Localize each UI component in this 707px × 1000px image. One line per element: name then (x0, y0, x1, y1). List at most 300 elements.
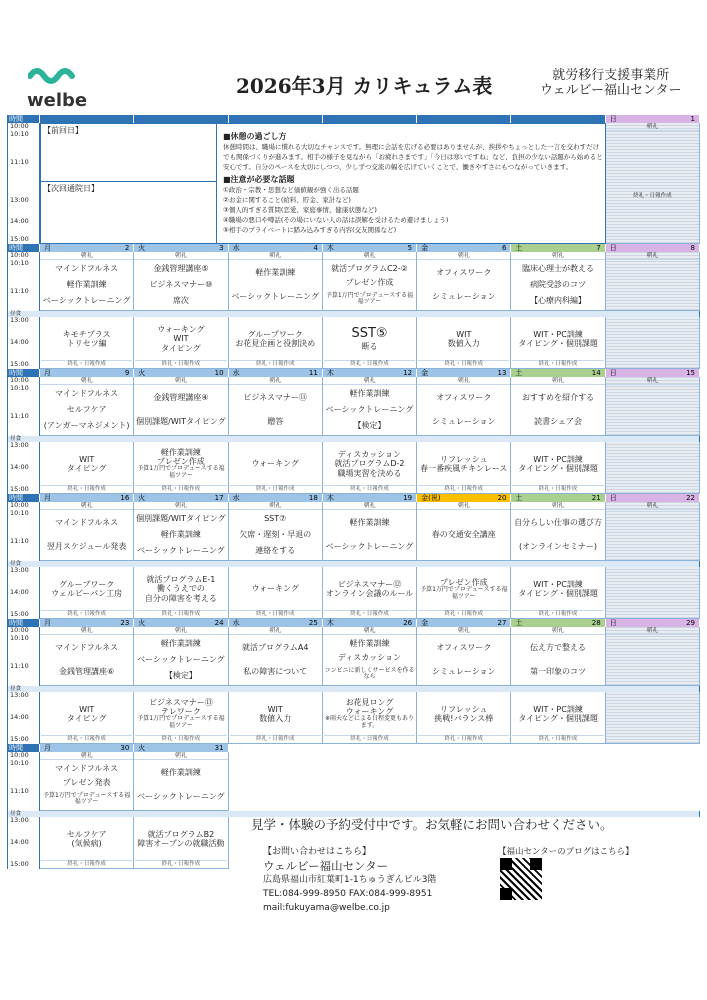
day-name: 火 (138, 369, 146, 377)
am-cell (134, 252, 228, 311)
am-cell (606, 502, 700, 561)
day-date: 29 (686, 619, 695, 627)
day-date: 10 (214, 369, 224, 377)
pm-program (135, 568, 226, 610)
pm-program (607, 693, 698, 742)
time-label: 時間 (7, 619, 40, 627)
am-program (323, 510, 416, 560)
day-header (511, 494, 605, 502)
cell-text: グループワーク (247, 329, 303, 339)
morning-meeting: 朝礼 (417, 377, 510, 385)
empty-cell (229, 744, 323, 752)
day-name: 月 (44, 494, 51, 502)
morning-meeting: 朝礼 (134, 502, 227, 510)
morning-meeting: 朝礼 (606, 377, 699, 385)
am-cell (134, 377, 228, 436)
cell-text: 数値入力 (447, 339, 480, 348)
am-cell (511, 502, 605, 561)
week-header-row (7, 494, 700, 502)
am-program (134, 760, 227, 810)
day-date: 17 (214, 494, 224, 502)
day-header (134, 244, 228, 252)
am-row (7, 752, 700, 811)
am-program (606, 635, 699, 685)
pm-cell (323, 692, 417, 744)
blog-link[interactable]: 【福山センターのブログはこちら】 (498, 847, 634, 857)
day-header (40, 744, 134, 752)
pm-program (135, 693, 226, 735)
am-row (7, 502, 700, 561)
pm-program (41, 818, 132, 860)
day-date: 5 (407, 244, 413, 252)
qr-code-icon[interactable] (500, 858, 542, 900)
lunch-row: 昼食 (7, 686, 700, 692)
cell-text: ウォーキング (251, 584, 299, 594)
morning-meeting: 朝礼 (606, 502, 699, 510)
cell-text: タイピング (161, 343, 201, 353)
day-header (229, 619, 323, 627)
day-date: 16 (120, 494, 130, 502)
day-name: 水 (232, 494, 240, 502)
am-program (606, 510, 699, 560)
cell-text: WIT・PC訓練 (533, 454, 583, 464)
cell-text: ベーシックトレーニング (325, 542, 414, 552)
cell-text: リフレッシュ (440, 454, 488, 464)
day-name: 水 (232, 369, 240, 377)
cell-text: ベーシックトレーニング (231, 292, 319, 302)
time-column (7, 502, 40, 561)
pm-cell (134, 442, 228, 494)
lunch-row: 昼食 (7, 436, 700, 442)
time-column (7, 317, 40, 369)
cell-text: ビジネスマナー⑩ (149, 280, 213, 290)
am-cell (229, 252, 323, 311)
empty-cell (323, 744, 417, 752)
day-header (229, 494, 323, 502)
morning-meeting: 朝礼 (323, 252, 416, 260)
closing-report: 終礼・日報作成 (324, 610, 415, 617)
day-name: 日 (609, 619, 617, 627)
closing-report: 終礼・日報作成 (41, 735, 132, 742)
am-program (511, 385, 604, 435)
day-date: 2 (124, 244, 130, 252)
day-header (40, 619, 134, 627)
pm-program (41, 318, 132, 360)
pm-program (418, 568, 509, 610)
day-name: 金(祝) (421, 494, 441, 502)
cell-text: オフィスワーク (436, 268, 492, 278)
cell-text: オフィスワーク (436, 643, 492, 653)
pm-cell (40, 567, 134, 619)
notice-item: ②お金に関すること(給料、貯金、家計など) (223, 196, 351, 204)
cell-text: 数値入力 (259, 714, 292, 723)
header-blank (40, 115, 134, 123)
pm-cell (134, 817, 228, 869)
time-value: 15:00 (10, 610, 29, 618)
cell-text: リフレッシュ (440, 704, 488, 714)
cell-text: 読書シェア会 (534, 417, 582, 427)
time-value: 10:00 (10, 376, 29, 384)
cell-text: 第一印象のコツ (530, 667, 587, 677)
cell-text: 翌月スケジュール発表 (46, 542, 127, 552)
time-value: 13:00 (10, 441, 29, 449)
cell-text: (オンラインセミナー) (519, 542, 598, 552)
empty-cell (229, 752, 323, 811)
pm-row (7, 692, 700, 744)
cell-text: タイピング (66, 464, 107, 473)
cell-text: 軽作業訓練 (160, 530, 201, 540)
day-name: 月 (44, 744, 51, 752)
closing-report: 終礼・日報作成 (324, 360, 415, 367)
morning-meeting: 朝礼 (606, 123, 699, 131)
closing-report: 終礼・日報作成 (324, 485, 415, 492)
day-header (606, 115, 700, 123)
time-value: 15:00 (10, 860, 29, 868)
day-name: 火 (138, 744, 146, 752)
time-value: 10:00 (10, 251, 29, 259)
pm-program (41, 568, 132, 610)
cell-text: プレゼン発表 (62, 778, 111, 788)
cell-text: 席次 (172, 296, 189, 306)
time-column (7, 442, 40, 494)
day-name: 月 (44, 244, 51, 252)
cell-text: SST⑤ (351, 325, 388, 341)
day-header (606, 369, 700, 377)
cell-text: プレゼン作成 (345, 278, 394, 288)
pm-cell (511, 317, 605, 369)
pm-cell (40, 817, 134, 869)
morning-meeting: 朝礼 (40, 752, 133, 760)
empty-cell (417, 752, 511, 811)
cell-text: 春一番疾風チキンレース (420, 464, 508, 473)
day-name: 日 (609, 115, 617, 123)
sunday-closing: 終礼・日報作成 (633, 193, 672, 199)
cell-text: ベーシックトレーニング (325, 405, 414, 415)
cell-text: 贈答 (267, 417, 284, 427)
cell-text: ベーシックトレーニング (137, 546, 225, 556)
cell-text: シミュレーション (432, 292, 496, 302)
notice-area (40, 123, 606, 244)
empty-cell (511, 744, 605, 752)
am-program (134, 260, 227, 310)
morning-meeting: 朝礼 (323, 627, 416, 635)
day-date: 26 (403, 619, 413, 627)
am-program (134, 635, 227, 685)
day-header (511, 369, 605, 377)
am-cell (606, 377, 700, 436)
time-value: 13:00 (10, 816, 29, 824)
cell-text: テレワーク (161, 707, 201, 717)
week-header-row (7, 619, 700, 627)
am-cell (323, 627, 417, 686)
am-row (7, 627, 700, 686)
closing-report: 終礼・日報作成 (135, 610, 226, 617)
cell-text: シミュレーション (432, 667, 496, 677)
cell-text: WIT・PC訓練 (533, 704, 583, 714)
day-header (323, 619, 417, 627)
pm-row (7, 567, 700, 619)
cell-text: 連絡をする (255, 546, 296, 556)
morning-meeting: 朝礼 (606, 252, 699, 260)
time-column (7, 567, 40, 619)
cell-text: 断る (361, 341, 378, 351)
cell-text: タイピング・個別課題 (518, 589, 598, 598)
morning-meeting: 朝礼 (40, 502, 133, 510)
cell-text: ウェルビーパン工房 (51, 589, 123, 598)
am-cell (40, 252, 134, 311)
day-name: 木 (326, 244, 334, 252)
pm-program (324, 693, 415, 735)
closing-report: 終礼・日報作成 (41, 360, 132, 367)
am-program (134, 385, 227, 435)
cell-text: マインドフルネス (55, 264, 119, 274)
cell-text: WIT (173, 334, 189, 344)
time-value: 10:00 (10, 501, 29, 509)
cell-text: 金銭管理講座④ (153, 393, 209, 403)
time-column (7, 817, 40, 869)
time-value: 15:00 (10, 235, 29, 243)
cell-text: 自分の障害を考える (144, 593, 217, 603)
notice-heading: ■休憩の過ごし方 (223, 132, 287, 141)
morning-meeting: 朝礼 (511, 502, 604, 510)
pm-row (7, 317, 700, 369)
notice-item: ①政治・宗教・思想など価値観が強く出る話題 (223, 186, 359, 194)
day-header (134, 494, 228, 502)
cell-text: 職場実習を決める (337, 468, 402, 478)
cell-text: オンライン会議のルール (325, 589, 414, 598)
cell-text: トリセツ編 (66, 339, 107, 348)
am-program (323, 635, 416, 685)
pm-program (324, 568, 415, 610)
pm-cell (134, 567, 228, 619)
closing-report: 終礼・日報作成 (418, 735, 509, 742)
morning-meeting: 朝礼 (40, 252, 133, 260)
cell-text: WIT (267, 704, 283, 714)
notice-heading: ■注意が必要な話題 (223, 175, 295, 184)
day-date: 22 (686, 494, 695, 502)
morning-meeting: 朝礼 (511, 377, 604, 385)
cell-text: ベーシックトレーニング (137, 655, 225, 665)
am-program (511, 260, 604, 310)
notice-row (7, 123, 700, 244)
day-date: 23 (120, 619, 130, 627)
am-program (40, 760, 133, 810)
day-name: 火 (138, 494, 146, 502)
day-name: 月 (44, 369, 51, 377)
cell-text: 軽作業訓練 (160, 447, 201, 457)
day-name: 水 (232, 244, 240, 252)
day-date: 28 (591, 619, 601, 627)
day-header (511, 619, 605, 627)
am-row (7, 377, 700, 436)
morning-meeting: 朝礼 (229, 502, 322, 510)
day-header (134, 619, 228, 627)
closing-report: 終礼・日報作成 (230, 485, 321, 492)
time-value: 10:10 (10, 259, 29, 267)
day-date: 13 (497, 369, 507, 377)
cell-text: 就活プログラムA4 (241, 643, 309, 653)
prev-date-box: 【前回日】 (41, 124, 217, 182)
logo-text: welbe (27, 90, 88, 111)
time-value: 10:00 (10, 122, 29, 130)
time-value: 15:00 (10, 360, 29, 368)
morning-meeting: 朝礼 (323, 377, 416, 385)
am-cell (40, 752, 134, 811)
day-header (417, 494, 511, 502)
day-date: 18 (308, 494, 318, 502)
time-column (7, 752, 40, 811)
cell-text: マインドフルネス (55, 643, 119, 653)
pm-cell (511, 567, 605, 619)
am-program (40, 635, 133, 685)
am-cell (606, 627, 700, 686)
cell-text: 予算1万円でプロデュースする福福ツアー (137, 465, 225, 480)
am-cell (606, 252, 700, 311)
notice-item: ④職場の悪口や噂話(その場にいない人の話は誤解を受けるため避けましょう) (223, 216, 449, 224)
morning-meeting: 朝礼 (134, 627, 227, 635)
time-column (7, 377, 40, 436)
time-value: 10:00 (10, 751, 29, 759)
closing-report: 終礼・日報作成 (135, 860, 226, 867)
day-date: 24 (214, 619, 224, 627)
morning-meeting: 朝礼 (229, 377, 322, 385)
day-date: 21 (591, 494, 601, 502)
cell-text: 働くうえでの (156, 584, 205, 594)
pm-cell (606, 442, 700, 494)
cell-text: 【検定】 (353, 421, 386, 431)
header-blank (417, 115, 511, 123)
am-cell (417, 377, 511, 436)
day-date: 4 (313, 244, 318, 252)
day-header (323, 244, 417, 252)
cell-text: 軽作業訓練 (349, 518, 390, 528)
cell-text: 就活プログラムC2-② (331, 263, 408, 273)
am-program (40, 510, 133, 560)
cell-text: WIT・PC訓練 (533, 579, 583, 589)
am-program (40, 260, 133, 310)
am-program (511, 635, 604, 685)
pm-cell (134, 692, 228, 744)
cell-text: 個別課題/WITタイピング (136, 514, 226, 524)
am-program (229, 510, 322, 560)
day-name: 日 (609, 494, 617, 502)
time-label: 時間 (7, 244, 40, 252)
pm-program (41, 693, 132, 735)
closing-report: 終礼・日報作成 (512, 735, 603, 742)
am-cell (40, 377, 134, 436)
morning-meeting: 朝礼 (417, 502, 510, 510)
day-date: 25 (308, 619, 318, 627)
am-program (417, 385, 510, 435)
cell-text: 就活プログラムE-1 (146, 575, 216, 585)
day-header (417, 369, 511, 377)
cell-text: 欠席・遅刻・早退の (239, 530, 312, 540)
morning-meeting: 朝礼 (40, 627, 133, 635)
time-column (7, 252, 40, 311)
am-program (40, 385, 133, 435)
day-date: 6 (501, 244, 507, 252)
pm-program (607, 568, 698, 617)
empty-cell (606, 752, 700, 811)
empty-cell (417, 744, 511, 752)
cell-text: ビジネスマナー⑫ (337, 579, 402, 589)
closing-report: 終礼・日報作成 (41, 610, 132, 617)
am-cell (134, 752, 228, 811)
pm-program (135, 318, 226, 360)
pm-cell (511, 692, 605, 744)
cell-text: お花見企画と役割決め (235, 339, 316, 348)
morning-meeting: 朝礼 (606, 627, 699, 635)
morning-meeting: 朝礼 (511, 627, 604, 635)
day-date: 1 (690, 115, 695, 123)
day-header (134, 369, 228, 377)
time-value: 11:10 (10, 412, 29, 420)
pm-cell (229, 442, 323, 494)
pm-program (230, 568, 321, 610)
morning-meeting: 朝礼 (229, 627, 322, 635)
lunch-row: 昼食 (7, 561, 700, 567)
time-value: 15:00 (10, 485, 29, 493)
closing-report: 終礼・日報作成 (418, 485, 509, 492)
org-name: 就労移行支援事業所 ウェルビー福山センター (540, 68, 682, 98)
am-program (417, 510, 510, 560)
pm-program (512, 693, 603, 735)
am-cell (134, 627, 228, 686)
cell-text: グループワーク (58, 579, 115, 589)
pm-cell (229, 567, 323, 619)
cell-text: ビジネスマナー⑬ (149, 697, 213, 707)
am-program (229, 635, 322, 685)
day-name: 木 (326, 619, 334, 627)
header-blank (511, 115, 605, 123)
time-value: 10:00 (10, 626, 29, 634)
closing-report: 終礼・日報作成 (135, 735, 226, 742)
pm-program (324, 443, 415, 485)
day-date: 8 (690, 244, 695, 252)
day-header (323, 494, 417, 502)
am-cell (417, 502, 511, 561)
notice-text (223, 132, 603, 235)
day-name: 日 (609, 244, 617, 252)
cell-text: おすすめを紹介する (522, 393, 595, 403)
cell-text: WIT (79, 704, 95, 714)
pm-program (418, 443, 509, 485)
cell-text: 軽作業訓練 (349, 389, 390, 399)
cell-text: (気候病) (71, 839, 102, 848)
cell-text: タイピング・個別課題 (518, 714, 598, 723)
cell-text: タイピング (66, 714, 107, 723)
time-value: 14:00 (10, 838, 29, 846)
am-cell (417, 627, 511, 686)
cell-text: 就活プログラムB2 (147, 829, 215, 839)
time-value: 11:10 (10, 158, 29, 166)
am-program (606, 385, 699, 435)
empty-cell (606, 744, 700, 752)
cell-text: プレゼン作成 (439, 577, 488, 587)
cell-text: 就活プログラムD-2 (334, 459, 405, 469)
time-value: 11:10 (10, 537, 29, 545)
cell-text: 予算1万円でプロデュースする福福ツアー (137, 715, 225, 730)
next-date-box: 【次回通院日】 (41, 182, 217, 243)
pm-program (135, 443, 226, 485)
time-value: 10:10 (10, 509, 29, 517)
notice-item: ⑤相手のプライベートに踏み込みすぎる内容(交友関係など) (223, 226, 397, 234)
am-cell (511, 377, 605, 436)
cell-text: ウォーキング (157, 325, 205, 335)
time-value: 13:00 (10, 566, 29, 574)
day-date: 31 (214, 744, 224, 752)
closing-report: 終礼・日報作成 (418, 610, 509, 617)
